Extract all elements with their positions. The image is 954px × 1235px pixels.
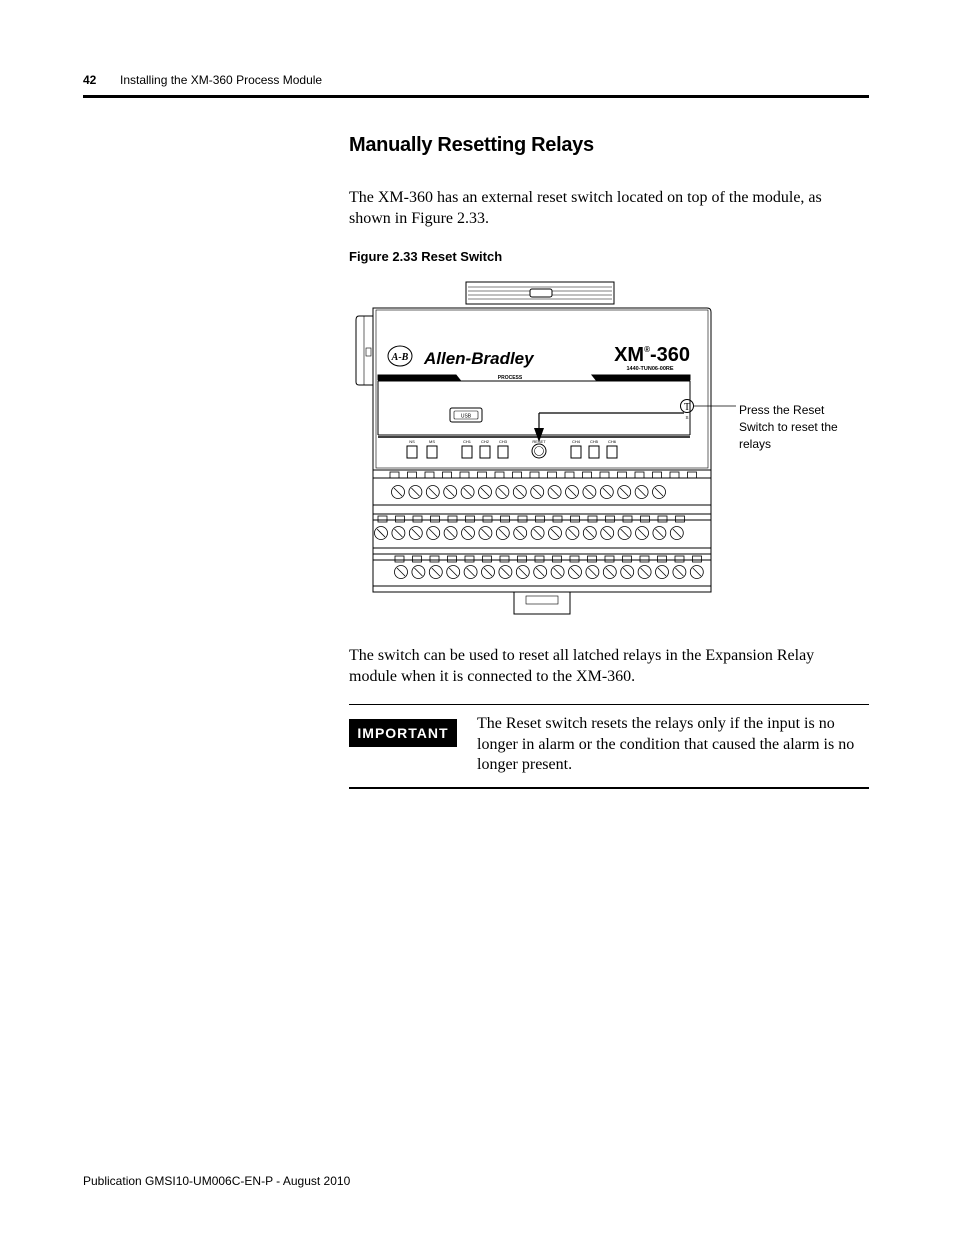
terminal-tab [448,516,457,522]
terminal-tab [518,556,527,562]
terminal-tab [571,516,580,522]
terminal-tab [483,556,492,562]
terminal-tab [413,516,422,522]
terminal-tab [641,516,650,522]
figure-callout: Press the Reset Switch to reset the relays [739,403,838,451]
section-heading: Manually Resetting Relays [349,134,594,156]
type-label: PROCESS [497,375,523,381]
important-bottom-rule [349,787,869,789]
terminal-tab [553,516,562,522]
terminal-tab [570,556,579,562]
led-label-ch2: CH2 [480,439,490,444]
module-housing [373,308,711,470]
terminal-tab [618,472,627,478]
led-label-ms: MS [429,439,435,444]
chapter-title: Installing the XM-360 Process Module [120,73,323,87]
terminal-tab [413,556,422,562]
din-clip [514,592,570,614]
led-label-ch1: CH1 [462,439,472,444]
t-label: T [683,402,691,413]
terminal-tab [431,516,440,522]
model-number-label: -360 [649,344,690,366]
terminal-tab [408,472,417,478]
led-ch1 [462,446,472,458]
terminal-tab [658,516,667,522]
terminal-tab [466,516,475,522]
terminal-tab [548,472,557,478]
part-number-label: 1440-TUN06-00RE [626,366,674,372]
terminal-tab [500,556,509,562]
led-ch2 [480,446,490,458]
terminal-tab [448,556,457,562]
important-text: The Reset switch resets the relays only if the input is no longer in alarm or the condition that caused the alarm is no longer present. [477,715,855,773]
terminal-tab [658,556,667,562]
reset-switch-figure [350,280,750,620]
terminal-tab [483,516,492,522]
terminal-tab [478,472,487,478]
terminal-tab [623,516,632,522]
usb-label: USB [460,413,472,420]
terminal-tab [583,472,592,478]
intro-paragraph: The XM-360 has an external reset switch located on top of the module, as shown in Figure 2.33. [349,189,822,227]
footer-publication: Publication GMSI10-UM006C-EN-P - August 2010 [83,1174,351,1188]
terminal-tab [640,556,649,562]
led-ns [407,446,417,458]
terminal-tab [635,472,644,478]
body-paragraph: The switch can be used to reset all latched relays in the Expansion Relay module when it is connected to the XM-360. [349,647,815,685]
terminal-tab [588,516,597,522]
terminal-tab [536,516,545,522]
terminal-tab [670,472,679,478]
terminal-tab [675,556,684,562]
terminal-tab [501,516,510,522]
brand-label: Allen-Bradley [424,349,534,368]
model-label: XM [614,344,645,366]
terminal-tab [465,556,474,562]
svg-text:A-B: A-B [391,352,409,363]
terminal-tab [530,472,539,478]
important-top-rule [349,704,869,705]
led-label-ch6: CH6 [607,439,617,444]
terminal-tab [460,472,469,478]
led-ch6 [607,446,617,458]
reset-label: RESET [532,439,546,444]
terminal-tab [495,472,504,478]
important-badge: IMPORTANT [349,719,457,747]
s-label: S [685,415,689,420]
led-label-ch5: CH5 [589,439,599,444]
led-ms [427,446,437,458]
terminal-tab [600,472,609,478]
led-label-ch3: CH3 [498,439,508,444]
terminal-tab [565,472,574,478]
terminal-tab [378,516,387,522]
page-number: 42 [83,73,97,87]
terminal-tab [396,516,405,522]
terminal-tab [693,556,702,562]
terminal-tab [653,472,662,478]
terminal-tab [390,472,399,478]
svg-text:XM®-360 [614,344,690,366]
figure-caption: Figure 2.33 Reset Switch [349,249,503,264]
terminal-tab [513,472,522,478]
terminal-tab [430,556,439,562]
terminal-tab [443,472,452,478]
header-rule [83,95,869,98]
terminal-tab [395,556,404,562]
terminal-tab [535,556,544,562]
terminal-tab [606,516,615,522]
terminal-tab [688,472,697,478]
registered-mark: ® [644,345,650,354]
terminal-tab [605,556,614,562]
led-ch5 [589,446,599,458]
terminal-tab [553,556,562,562]
reset-switch [532,444,546,458]
led-ch4 [571,446,581,458]
left-latch [356,316,373,385]
led-ch3 [498,446,508,458]
terminal-tab [518,516,527,522]
terminal-tab [623,556,632,562]
led-label-ns: NS [409,439,415,444]
terminal-tab [425,472,434,478]
terminal-tab [676,516,685,522]
led-label-ch4: CH4 [571,439,581,444]
terminal-tab [588,556,597,562]
